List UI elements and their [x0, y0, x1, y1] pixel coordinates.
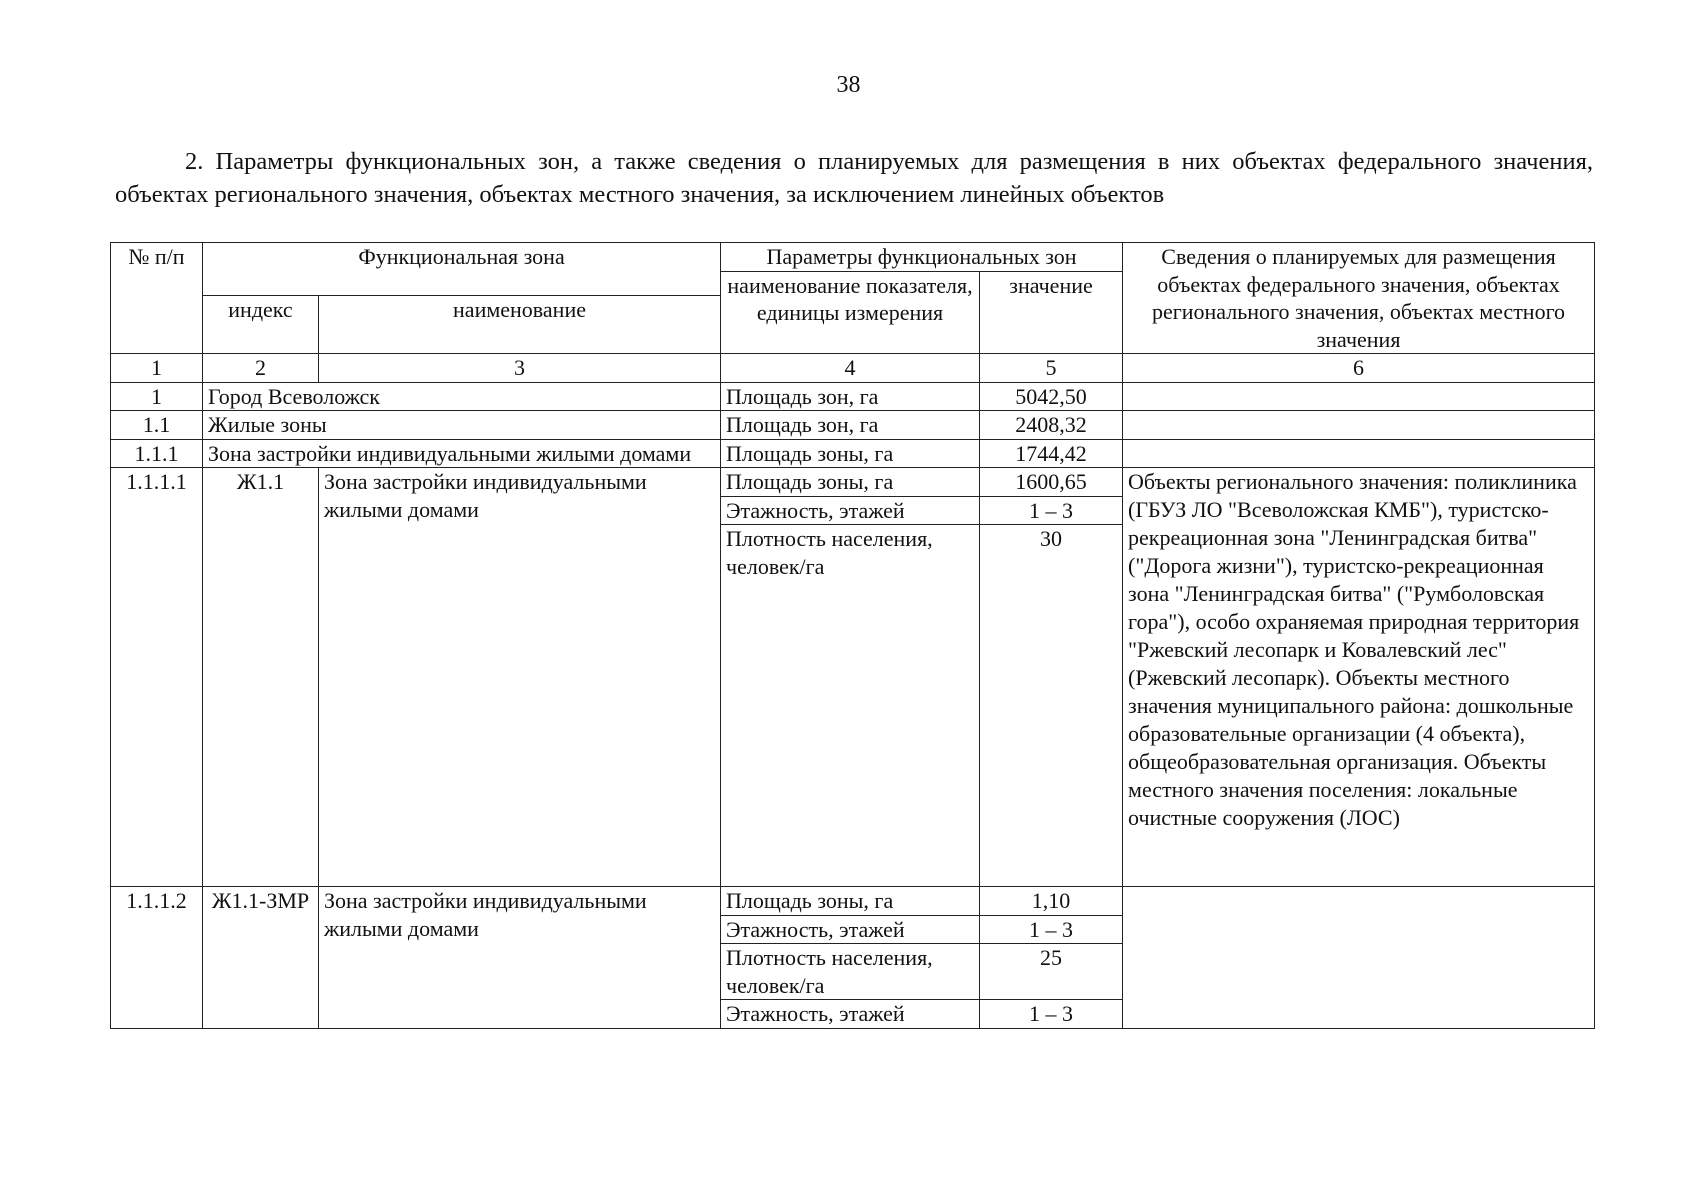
row-indicator: Площадь зоны, га [721, 439, 980, 468]
param-indicator: Этажность, этажей [721, 1000, 980, 1029]
row-info: Объекты регионального значения: поликлиника (ГБУЗ ЛО "Всеволожская КМБ"), туристско-рекреационная зона "Ленинградская битва" ("Дорога жизни"), туристско-рекреационная зона "Ленинградская битва" ("Румболовская гора"), особо охраняемая природная территория "Ржевский лесопарк и Ковалевский лес" (Ржевский лесопарк). Объекты местного значения муниципального района: дошкольные образовательные организации (4 объекта), общеобразовательная организация. Объекты местного значения поселения: локальные очистные сооружения (ЛОС) [1123, 468, 1595, 887]
table-row [111, 411, 1595, 440]
row-indicator: Площадь зон, га [721, 411, 980, 440]
row-zone-name: Жилые зоны [203, 411, 721, 440]
row-value: 2408,32 [980, 411, 1123, 440]
row-index: Ж1.1 [203, 468, 319, 887]
row-no: 1.1.1 [111, 439, 203, 468]
row-zone-name: Город Всеволожск [203, 382, 721, 411]
row-info [1123, 382, 1595, 411]
header-params: Параметры функциональных зон [721, 243, 1123, 272]
param-indicator: Плотность населения, человек/га [721, 525, 980, 887]
param-value: 25 [980, 944, 1123, 1000]
col-number-6: 6 [1123, 354, 1595, 383]
param-indicator: Площадь зоны, га [721, 887, 980, 916]
table-row [111, 439, 1595, 468]
header-func-zone: Функциональная зона [203, 243, 721, 296]
row-info [1123, 887, 1595, 1029]
row-zone-name: Зона застройки индивидуальными жилыми домами [319, 887, 721, 1029]
table-row [111, 468, 1595, 497]
row-zone-name: Зона застройки индивидуальными жилыми домами [203, 439, 721, 468]
header-row-1 [111, 243, 1595, 272]
param-indicator: Плотность населения, человек/га [721, 944, 980, 1000]
param-indicator: Этажность, этажей [721, 915, 980, 944]
functional-zones-table [110, 242, 1595, 1029]
param-value: 1 – 3 [980, 915, 1123, 944]
header-name: наименование [319, 296, 721, 354]
row-zone-name: Зона застройки индивидуальными жилыми домами [319, 468, 721, 887]
page-number: 38 [836, 72, 861, 98]
header-col-no: № п/п [111, 243, 203, 354]
param-value: 1,10 [980, 887, 1123, 916]
table-row [111, 887, 1595, 916]
col-number-3: 3 [319, 354, 721, 383]
param-value: 1600,65 [980, 468, 1123, 497]
header-index: индекс [203, 296, 319, 354]
row-value: 1744,42 [980, 439, 1123, 468]
row-no: 1.1.1.1 [111, 468, 203, 887]
row-no: 1.1 [111, 411, 203, 440]
param-indicator: Этажность, этажей [721, 496, 980, 525]
section-heading [115, 145, 1593, 211]
row-no: 1 [111, 382, 203, 411]
param-indicator: Площадь зоны, га [721, 468, 980, 497]
col-number-1: 1 [111, 354, 203, 383]
header-info: Сведения о планируемых для размещения объектах федерального значения, объектах регионального значения, объектах местного значения [1123, 243, 1595, 354]
row-info [1123, 439, 1595, 468]
col-number-4: 4 [721, 354, 980, 383]
row-index: Ж1.1-ЗМР [203, 887, 319, 1029]
section-heading-text: 2. Параметры функциональных зон, а также сведения о планируемых для размещения в них объектах федерального значения, объектах регионального значения, объектах местного значения, за исключением линейных объектов [115, 148, 1593, 208]
param-value: 30 [980, 525, 1123, 887]
param-value: 1 – 3 [980, 1000, 1123, 1029]
row-info [1123, 411, 1595, 440]
column-numbers-row [111, 354, 1595, 383]
param-value: 1 – 3 [980, 496, 1123, 525]
header-indicator: наименование показателя, единицы измерения [721, 271, 980, 354]
col-number-5: 5 [980, 354, 1123, 383]
header-value: значение [980, 271, 1123, 354]
col-number-2: 2 [203, 354, 319, 383]
row-no: 1.1.1.2 [111, 887, 203, 1029]
row-indicator: Площадь зон, га [721, 382, 980, 411]
table-row [111, 382, 1595, 411]
row-value: 5042,50 [980, 382, 1123, 411]
